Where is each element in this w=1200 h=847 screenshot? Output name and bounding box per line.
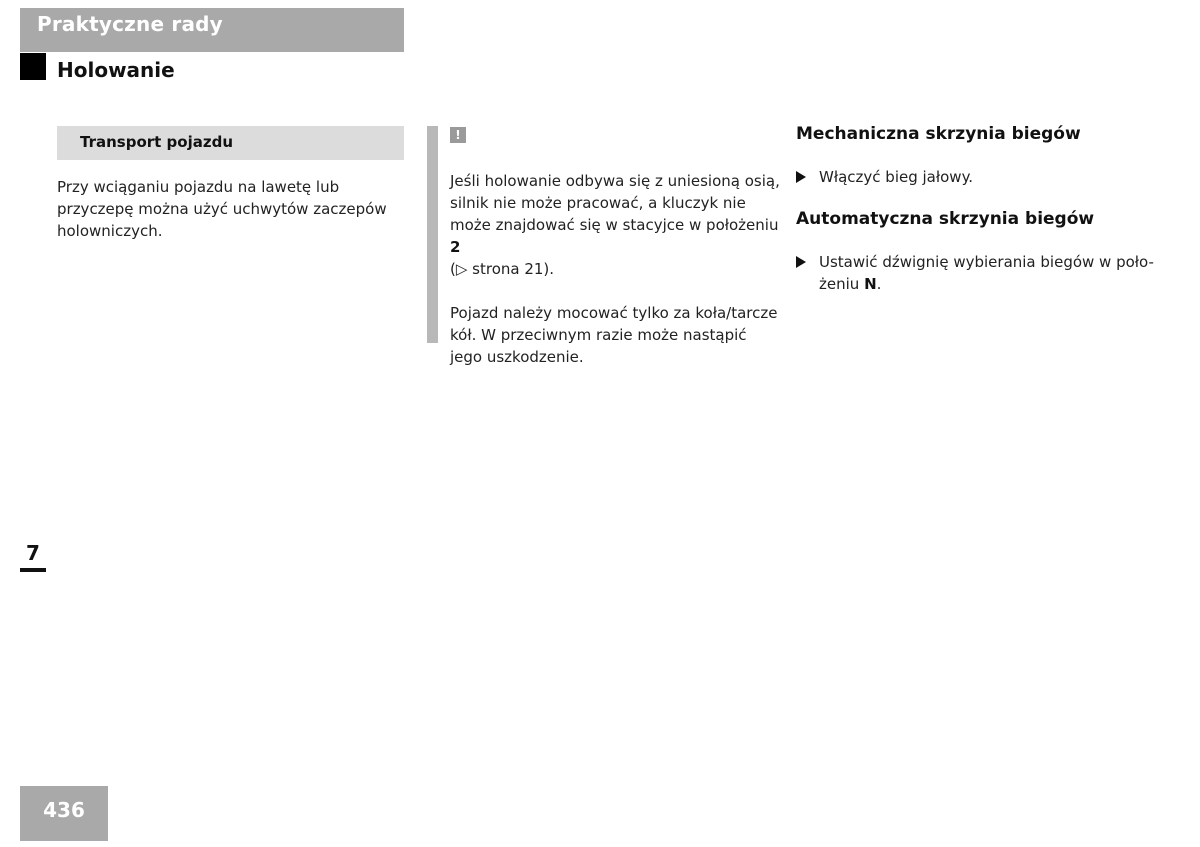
page-number-box: [20, 786, 108, 841]
automatic-step-text: [819, 251, 1156, 295]
automatic-heading: Automatyczna skrzynia biegów: [796, 209, 1095, 229]
warning-bar: [427, 126, 438, 343]
manual-heading: Mechaniczna skrzynia biegów: [796, 124, 1081, 144]
chapter-underline: [20, 568, 46, 572]
automatic-step-end: .: [876, 275, 882, 293]
header-title: Praktyczne rady: [37, 12, 223, 36]
warning-paragraph: [450, 170, 780, 280]
manual-step-text: Włączyć bieg jałowy.: [819, 168, 974, 186]
subsection-bar: [57, 126, 404, 160]
step-arrow-icon: [796, 171, 806, 183]
warning-position: 2: [450, 238, 461, 256]
chapter-tab: 7: [26, 541, 40, 565]
transmission-column: [796, 124, 1156, 295]
gear-position: N: [864, 275, 877, 293]
warning-icon: !: [450, 127, 466, 143]
manual-step: [796, 166, 1156, 188]
automatic-step: [796, 251, 1156, 295]
warning-text: [450, 170, 780, 390]
subsection-title: Transport pojazdu: [80, 133, 233, 151]
warning-text-part: Jeśli holowanie odbywa się z uniesioną osią, silnik nie może pracować, a kluczyk nie może znajdować się w stacyjce w położeniu: [450, 172, 780, 234]
transport-text: Przy wciąganiu pojazdu na lawetę lub przyczepę można użyć uchwytów zaczepów holowniczych.: [57, 178, 387, 240]
warning-paragraph: Pojazd należy mocować tylko za koła/tarcze kół. W przeciwnym razie może nastąpić jego uszkodzenie.: [450, 304, 778, 366]
page-reference-link[interactable]: (▷ strona 21).: [450, 260, 555, 278]
page-number: 436: [43, 798, 85, 822]
step-arrow-icon: [796, 256, 806, 268]
section-marker: [20, 53, 46, 80]
section-title: Holowanie: [57, 58, 175, 82]
automatic-step-part: Ustawić dźwignię wybierania biegów w poło-żeniu: [819, 253, 1154, 293]
